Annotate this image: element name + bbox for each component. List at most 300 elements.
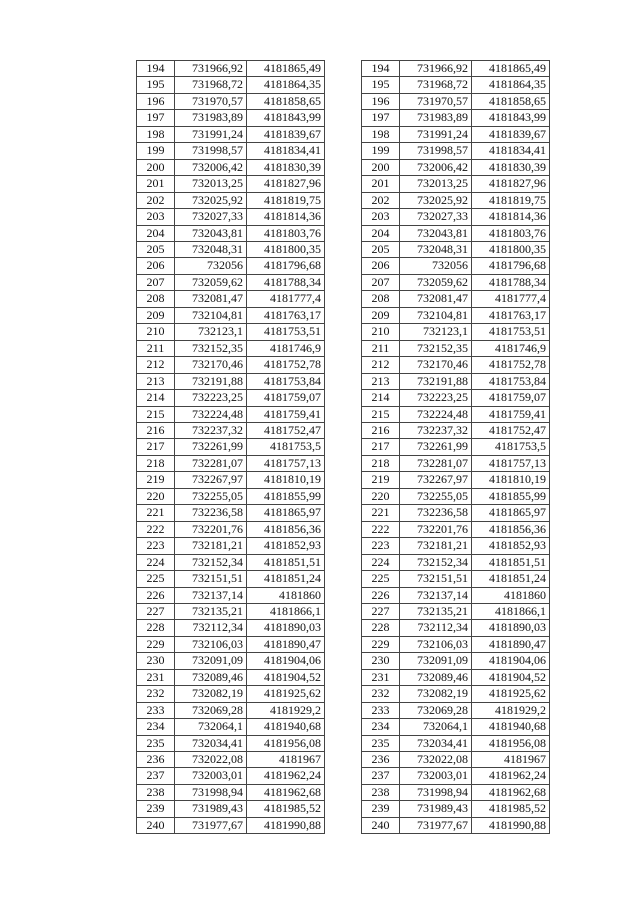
y-coordinate-cell: 4181851,51 [472,554,550,570]
y-coordinate-cell: 4181752,78 [472,357,550,373]
table-row [137,126,325,142]
table-row [362,209,550,225]
table-row [137,735,325,751]
x-coordinate-cell: 732025,92 [400,192,472,208]
point-number-cell: 222 [362,521,400,537]
point-number-cell: 194 [362,61,400,77]
x-coordinate-cell: 732152,34 [175,554,247,570]
y-coordinate-cell: 4181746,9 [247,340,325,356]
point-number-cell: 224 [137,554,175,570]
x-coordinate-cell: 732137,14 [400,587,472,603]
point-number-cell: 239 [137,801,175,817]
x-coordinate-cell: 731977,67 [175,817,247,833]
x-coordinate-cell: 731998,57 [400,143,472,159]
table-row [137,291,325,307]
table-row [137,61,325,77]
x-coordinate-cell: 731998,94 [175,784,247,800]
y-coordinate-cell: 4181866,1 [472,603,550,619]
x-coordinate-cell: 732082,19 [175,686,247,702]
x-coordinate-cell: 732082,19 [400,686,472,702]
x-coordinate-cell: 732224,48 [175,406,247,422]
y-coordinate-cell: 4181851,24 [472,571,550,587]
table-row [137,93,325,109]
table-row [362,159,550,175]
x-coordinate-cell: 732237,32 [400,422,472,438]
table-row [137,340,325,356]
y-coordinate-cell: 4181753,5 [247,439,325,455]
x-coordinate-cell: 732059,62 [175,274,247,290]
y-coordinate-cell: 4181788,34 [247,274,325,290]
point-number-cell: 231 [137,669,175,685]
y-coordinate-cell: 4181753,51 [472,324,550,340]
point-number-cell: 239 [362,801,400,817]
x-coordinate-cell: 732089,46 [175,669,247,685]
point-number-cell: 218 [362,455,400,471]
x-coordinate-cell: 732170,46 [400,357,472,373]
y-coordinate-cell: 4181839,67 [472,126,550,142]
point-number-cell: 209 [362,307,400,323]
x-coordinate-cell: 732022,08 [175,752,247,768]
y-coordinate-cell: 4181962,24 [247,768,325,784]
y-coordinate-cell: 4181864,35 [247,77,325,93]
table-row [137,274,325,290]
y-coordinate-cell: 4181839,67 [247,126,325,142]
table-row [137,324,325,340]
point-number-cell: 211 [137,340,175,356]
y-coordinate-cell: 4181985,52 [247,801,325,817]
y-coordinate-cell: 4181843,99 [247,110,325,126]
point-number-cell: 219 [362,472,400,488]
y-coordinate-cell: 4181990,88 [247,817,325,833]
y-coordinate-cell: 4181904,52 [247,669,325,685]
x-coordinate-cell: 732064,1 [400,719,472,735]
x-coordinate-cell: 732069,28 [400,702,472,718]
point-number-cell: 216 [362,422,400,438]
x-coordinate-cell: 732237,32 [175,422,247,438]
x-coordinate-cell: 732267,97 [400,472,472,488]
x-coordinate-cell: 732043,81 [400,225,472,241]
point-number-cell: 201 [362,176,400,192]
x-coordinate-cell: 731983,89 [400,110,472,126]
x-coordinate-cell: 732152,35 [175,340,247,356]
table-row [362,192,550,208]
table-row [137,669,325,685]
y-coordinate-cell: 4181904,06 [472,653,550,669]
point-number-cell: 229 [362,636,400,652]
table-row [137,768,325,784]
y-coordinate-cell: 4181759,07 [247,390,325,406]
x-coordinate-cell: 732170,46 [175,357,247,373]
table-row [137,176,325,192]
x-coordinate-cell: 732006,42 [175,159,247,175]
x-coordinate-cell: 732059,62 [400,274,472,290]
table-row [362,357,550,373]
x-coordinate-cell: 732081,47 [400,291,472,307]
y-coordinate-cell: 4181810,19 [247,472,325,488]
y-coordinate-cell: 4181890,47 [247,636,325,652]
y-coordinate-cell: 4181777,4 [472,291,550,307]
x-coordinate-cell: 731983,89 [175,110,247,126]
point-number-cell: 197 [137,110,175,126]
table-row [362,225,550,241]
point-number-cell: 237 [362,768,400,784]
table-row [362,291,550,307]
table-row [137,241,325,257]
point-number-cell: 229 [137,636,175,652]
y-coordinate-cell: 4181830,39 [247,159,325,175]
y-coordinate-cell: 4181925,62 [472,686,550,702]
table-row [362,603,550,619]
point-number-cell: 221 [362,505,400,521]
x-coordinate-cell: 732003,01 [400,768,472,784]
x-coordinate-cell: 731968,72 [400,77,472,93]
x-coordinate-cell: 732135,21 [175,603,247,619]
table-row [137,801,325,817]
table-row [362,817,550,833]
table-row [362,373,550,389]
y-coordinate-cell: 4181940,68 [472,719,550,735]
point-number-cell: 233 [137,702,175,718]
x-coordinate-cell: 732043,81 [175,225,247,241]
y-coordinate-cell: 4181830,39 [472,159,550,175]
point-number-cell: 221 [137,505,175,521]
x-coordinate-cell: 732091,09 [400,653,472,669]
y-coordinate-cell: 4181814,36 [247,209,325,225]
x-coordinate-cell: 731966,92 [175,61,247,77]
table-row [137,159,325,175]
y-coordinate-cell: 4181990,88 [472,817,550,833]
table-row [362,521,550,537]
table-row [137,817,325,833]
point-number-cell: 226 [137,587,175,603]
x-coordinate-cell: 732034,41 [175,735,247,751]
x-coordinate-cell: 732191,88 [400,373,472,389]
x-coordinate-cell: 732201,76 [175,521,247,537]
point-number-cell: 205 [362,241,400,257]
x-coordinate-cell: 732281,07 [400,455,472,471]
y-coordinate-cell: 4181956,08 [247,735,325,751]
x-coordinate-cell: 732081,47 [175,291,247,307]
y-coordinate-cell: 4181855,99 [472,488,550,504]
y-coordinate-cell: 4181753,51 [247,324,325,340]
y-coordinate-cell: 4181962,68 [472,784,550,800]
table-row [362,390,550,406]
y-coordinate-cell: 4181843,99 [472,110,550,126]
point-number-cell: 223 [137,538,175,554]
table-row [137,784,325,800]
y-coordinate-cell: 4181929,2 [472,702,550,718]
point-number-cell: 235 [137,735,175,751]
x-coordinate-cell: 732013,25 [175,176,247,192]
y-coordinate-cell: 4181890,03 [472,620,550,636]
x-coordinate-cell: 732106,03 [400,636,472,652]
x-coordinate-cell: 732003,01 [175,768,247,784]
table-row [362,719,550,735]
x-coordinate-cell: 732261,99 [400,439,472,455]
point-number-cell: 194 [137,61,175,77]
table-row [362,143,550,159]
y-coordinate-cell: 4181985,52 [472,801,550,817]
y-coordinate-cell: 4181763,17 [247,307,325,323]
table-row [362,340,550,356]
x-coordinate-cell: 732261,99 [175,439,247,455]
y-coordinate-cell: 4181752,78 [247,357,325,373]
point-number-cell: 202 [362,192,400,208]
point-number-cell: 210 [362,324,400,340]
y-coordinate-cell: 4181819,75 [247,192,325,208]
table-row [362,422,550,438]
x-coordinate-cell: 731989,43 [175,801,247,817]
table-row [362,636,550,652]
x-coordinate-cell: 732064,1 [175,719,247,735]
table-row [137,571,325,587]
point-number-cell: 207 [137,274,175,290]
table-row [362,406,550,422]
table-row [362,439,550,455]
y-coordinate-cell: 4181796,68 [472,258,550,274]
point-number-cell: 212 [362,357,400,373]
table-row [362,571,550,587]
point-number-cell: 225 [137,571,175,587]
point-number-cell: 227 [137,603,175,619]
y-coordinate-cell: 4181860 [247,587,325,603]
x-coordinate-cell: 732224,48 [400,406,472,422]
point-number-cell: 210 [137,324,175,340]
table-row [362,587,550,603]
point-number-cell: 203 [137,209,175,225]
point-number-cell: 204 [362,225,400,241]
table-row [137,636,325,652]
y-coordinate-cell: 4181763,17 [472,307,550,323]
table-row [137,719,325,735]
point-number-cell: 196 [137,93,175,109]
point-number-cell: 227 [362,603,400,619]
point-number-cell: 211 [362,340,400,356]
x-coordinate-cell: 732013,25 [400,176,472,192]
table-row [362,768,550,784]
table-row [362,126,550,142]
table-row [362,801,550,817]
x-coordinate-cell: 732106,03 [175,636,247,652]
x-coordinate-cell: 731998,57 [175,143,247,159]
table-row [137,620,325,636]
point-number-cell: 230 [362,653,400,669]
table-row [137,603,325,619]
point-number-cell: 228 [137,620,175,636]
y-coordinate-cell: 4181865,97 [472,505,550,521]
x-coordinate-cell: 731966,92 [400,61,472,77]
y-coordinate-cell: 4181962,24 [472,768,550,784]
table-row [137,406,325,422]
x-coordinate-cell: 731977,67 [400,817,472,833]
y-coordinate-cell: 4181929,2 [247,702,325,718]
point-number-cell: 206 [137,258,175,274]
y-coordinate-cell: 4181890,03 [247,620,325,636]
point-number-cell: 200 [137,159,175,175]
point-number-cell: 196 [362,93,400,109]
table-row [137,538,325,554]
y-coordinate-cell: 4181819,75 [472,192,550,208]
point-number-cell: 235 [362,735,400,751]
table-row [137,258,325,274]
y-coordinate-cell: 4181851,51 [247,554,325,570]
point-number-cell: 218 [137,455,175,471]
table-row [362,702,550,718]
table-row [137,192,325,208]
point-number-cell: 215 [362,406,400,422]
table-row [362,61,550,77]
table-row [137,653,325,669]
x-coordinate-cell: 732137,14 [175,587,247,603]
table-row [362,93,550,109]
x-coordinate-cell: 732056 [175,258,247,274]
y-coordinate-cell: 4181856,36 [472,521,550,537]
x-coordinate-cell: 732091,09 [175,653,247,669]
x-coordinate-cell: 732025,92 [175,192,247,208]
x-coordinate-cell: 732267,97 [175,472,247,488]
table-row [137,110,325,126]
point-number-cell: 195 [137,77,175,93]
table-row [362,258,550,274]
table-row [137,439,325,455]
y-coordinate-cell: 4181866,1 [247,603,325,619]
point-number-cell: 197 [362,110,400,126]
table-row [137,472,325,488]
point-number-cell: 208 [362,291,400,307]
y-coordinate-cell: 4181864,35 [472,77,550,93]
point-number-cell: 240 [362,817,400,833]
x-coordinate-cell: 732048,31 [400,241,472,257]
table-row [362,505,550,521]
y-coordinate-cell: 4181757,13 [247,455,325,471]
y-coordinate-cell: 4181753,84 [247,373,325,389]
x-coordinate-cell: 732151,51 [400,571,472,587]
point-number-cell: 202 [137,192,175,208]
point-number-cell: 199 [362,143,400,159]
table-row [137,686,325,702]
table-row [137,702,325,718]
table-row [362,669,550,685]
y-coordinate-cell: 4181940,68 [247,719,325,735]
y-coordinate-cell: 4181757,13 [472,455,550,471]
x-coordinate-cell: 732112,34 [400,620,472,636]
y-coordinate-cell: 4181759,41 [247,406,325,422]
table-row [362,620,550,636]
y-coordinate-cell: 4181803,76 [247,225,325,241]
y-coordinate-cell: 4181800,35 [247,241,325,257]
point-number-cell: 238 [137,784,175,800]
point-number-cell: 236 [137,752,175,768]
point-number-cell: 214 [362,390,400,406]
point-number-cell: 199 [137,143,175,159]
x-coordinate-cell: 732123,1 [400,324,472,340]
x-coordinate-cell: 732112,34 [175,620,247,636]
x-coordinate-cell: 731989,43 [400,801,472,817]
y-coordinate-cell: 4181753,84 [472,373,550,389]
x-coordinate-cell: 732069,28 [175,702,247,718]
x-coordinate-cell: 732181,21 [400,538,472,554]
table-row [137,505,325,521]
y-coordinate-cell: 4181865,49 [472,61,550,77]
point-number-cell: 220 [137,488,175,504]
table-row [362,274,550,290]
table-row [362,307,550,323]
table-row [137,143,325,159]
point-number-cell: 233 [362,702,400,718]
x-coordinate-cell: 732104,81 [400,307,472,323]
x-coordinate-cell: 732104,81 [175,307,247,323]
table-row [362,538,550,554]
point-number-cell: 201 [137,176,175,192]
table-row [362,735,550,751]
point-number-cell: 236 [362,752,400,768]
x-coordinate-cell: 732089,46 [400,669,472,685]
coordinates-table-right [361,60,550,834]
point-number-cell: 232 [137,686,175,702]
y-coordinate-cell: 4181956,08 [472,735,550,751]
table-row [137,77,325,93]
y-coordinate-cell: 4181814,36 [472,209,550,225]
y-coordinate-cell: 4181967 [247,752,325,768]
point-number-cell: 212 [137,357,175,373]
y-coordinate-cell: 4181746,9 [472,340,550,356]
y-coordinate-cell: 4181855,99 [247,488,325,504]
point-number-cell: 228 [362,620,400,636]
y-coordinate-cell: 4181803,76 [472,225,550,241]
x-coordinate-cell: 732022,08 [400,752,472,768]
point-number-cell: 223 [362,538,400,554]
x-coordinate-cell: 732152,35 [400,340,472,356]
x-coordinate-cell: 731970,57 [400,93,472,109]
x-coordinate-cell: 731991,24 [400,126,472,142]
y-coordinate-cell: 4181796,68 [247,258,325,274]
table-row [362,324,550,340]
point-number-cell: 217 [137,439,175,455]
x-coordinate-cell: 731991,24 [175,126,247,142]
table-row [137,357,325,373]
y-coordinate-cell: 4181962,68 [247,784,325,800]
table-row [137,225,325,241]
point-number-cell: 198 [362,126,400,142]
y-coordinate-cell: 4181890,47 [472,636,550,652]
y-coordinate-cell: 4181788,34 [472,274,550,290]
x-coordinate-cell: 732152,34 [400,554,472,570]
point-number-cell: 213 [137,373,175,389]
table-row [137,752,325,768]
x-coordinate-cell: 732006,42 [400,159,472,175]
x-coordinate-cell: 732027,33 [400,209,472,225]
table-row [137,587,325,603]
x-coordinate-cell: 732236,58 [400,505,472,521]
table-row [137,488,325,504]
point-number-cell: 222 [137,521,175,537]
table-row [362,653,550,669]
table-row [362,686,550,702]
point-number-cell: 203 [362,209,400,225]
table-row [362,488,550,504]
point-number-cell: 213 [362,373,400,389]
x-coordinate-cell: 732027,33 [175,209,247,225]
x-coordinate-cell: 732281,07 [175,455,247,471]
point-number-cell: 238 [362,784,400,800]
y-coordinate-cell: 4181860 [472,587,550,603]
y-coordinate-cell: 4181858,65 [472,93,550,109]
x-coordinate-cell: 731970,57 [175,93,247,109]
table-row [137,373,325,389]
table-row [362,176,550,192]
table-row [137,455,325,471]
point-number-cell: 234 [137,719,175,735]
